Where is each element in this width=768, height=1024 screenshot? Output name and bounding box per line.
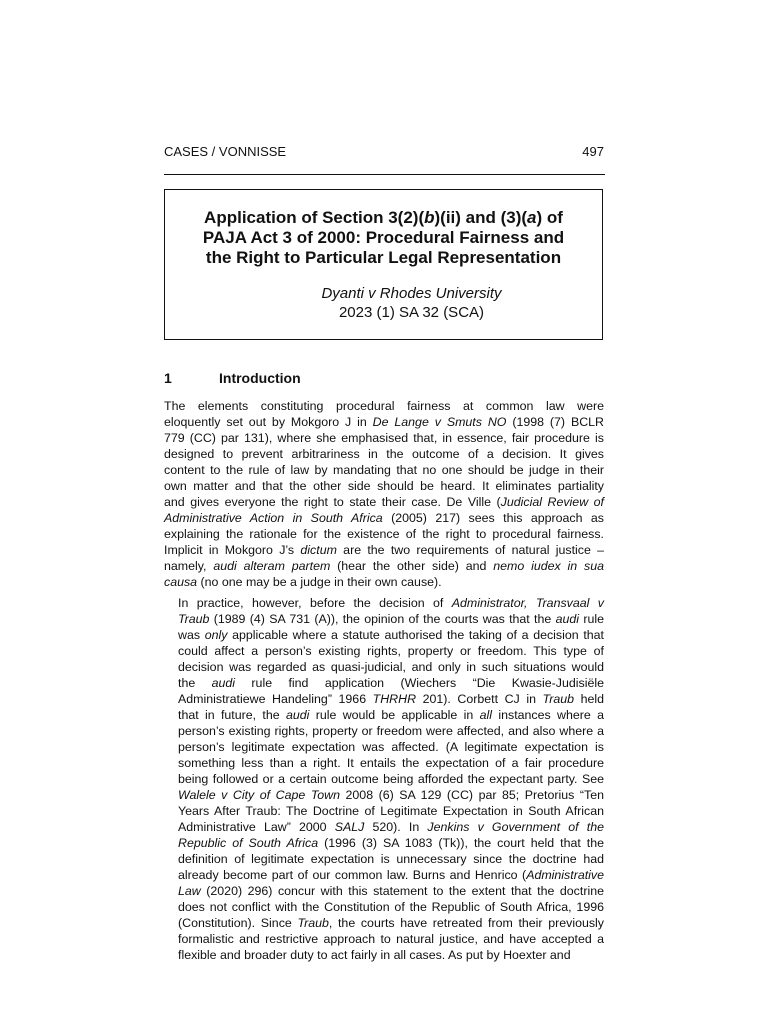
paragraph-2 <box>164 595 604 963</box>
text-line: Administratiewe Handeling” 1966 THRHR 201). Corbett CJ in Traub held <box>178 692 604 706</box>
text-line: causa (no one may be a judge in their own cause). <box>164 575 442 589</box>
text-line: flexible and broader duty to act fairly in all cases. As put by Hoexter and <box>178 948 571 962</box>
text-line: something less than a right. It entails the expectation of a fair procedure <box>178 756 604 770</box>
title-line-3: the Right to Particular Legal Representation <box>205 248 562 267</box>
text-line: own matter and that the other side should be heard. It eliminates partiality <box>164 479 604 493</box>
text-line: namely, audi alteram partem (hear the other side) and nemo iudex in sua <box>164 559 604 573</box>
body-text <box>164 398 604 968</box>
text-line: The elements constituting procedural fairness at common law were <box>164 399 604 413</box>
text-line: Traub (1989 (4) SA 731 (A)), the opinion of the courts was that the audi rule <box>178 612 604 626</box>
text-line: content to the rule of law by mandating that no one should be judge in their <box>164 463 604 477</box>
text-line: Republic of South Africa (1996 (3) SA 1083 (Tk)), the court held that the <box>178 836 605 850</box>
text-line: designed to prevent arbitrariness in the outcome of a decision. It gives <box>164 447 604 461</box>
text-line: that in future, the audi rule would be applicable in all instances where a <box>178 708 604 722</box>
case-citation-block <box>165 284 602 322</box>
text-line: person’s legitimate expectation was affected. (A legitimate expectation is <box>178 740 604 754</box>
header-rule <box>164 174 605 175</box>
text-line: does not conflict with the Constitution of the Republic of South Africa, 1996 <box>178 900 604 914</box>
text-line: the audi rule find application (Wiechers “Die Kwasie-Judisiële <box>178 676 604 690</box>
running-head-section: CASES / VONNISSE <box>164 144 287 159</box>
text-line: already become part of our common law. Burns and Henrico (Administrative <box>178 868 604 882</box>
page-number: 497 <box>582 144 604 159</box>
text-line: (Constitution). Since Traub, the courts have retreated from their previously <box>178 916 604 930</box>
text-line: was only applicable where a statute authorised the taking of a decision that <box>178 628 604 642</box>
text-line: Administrative Law” 2000 SALJ 520). In Jenkins v Government of the <box>178 820 604 834</box>
text-line: person’s existing rights, property or freedom were affected, and also where a <box>178 724 604 738</box>
title-line-1: Application of Section 3(2)(b)(ii) and (3)(a) of <box>204 208 563 227</box>
text-line: 779 (CC) par 131), where she emphasised that, in essence, fair procedure is <box>164 431 604 445</box>
text-line: and gives everyone the right to state their case. De Ville (Judicial Review of <box>164 495 604 509</box>
case-name: Dyanti v Rhodes University <box>321 285 502 302</box>
case-citation: 2023 (1) SA 32 (SCA) <box>338 304 485 321</box>
text-line: decision was regarded as quasi-judicial, and only in such situations would <box>178 660 604 674</box>
section-heading <box>164 369 301 387</box>
section-title: Introduction <box>219 370 301 386</box>
title-box <box>164 189 603 340</box>
text-line: Walele v City of Cape Town 2008 (6) SA 129 (CC) par 85; Pretorius “Ten <box>178 788 604 802</box>
text-line: Administrative Action in South Africa (2005) 217) sees this approach as <box>164 511 604 525</box>
text-line: could affect a person’s existing rights, property or freedom. This type of <box>178 644 604 658</box>
section-number: 1 <box>164 370 172 386</box>
text-line: Law (2020) 296) concur with this statement to the extent that the doctrine <box>178 884 604 898</box>
text-line: In practice, however, before the decision of Administrator, Transvaal v <box>178 596 604 610</box>
text-line: Years After Traub: The Doctrine of Legitimate Expectation in South African <box>178 804 604 818</box>
text-line: definition of legitimate expectation is unnecessary since the doctrine had <box>178 852 604 866</box>
text-line: Implicit in Mokgoro J’s dictum are the two requirements of natural justice – <box>164 543 605 557</box>
text-line: explaining the rationale for the existence of the right to procedural fairness. <box>164 527 604 541</box>
paragraph-1 <box>164 398 604 590</box>
article-title <box>173 208 594 268</box>
text-line: being followed or a certain outcome being afforded the expectant party. See <box>178 772 604 786</box>
title-line-2: PAJA Act 3 of 2000: Procedural Fairness and <box>202 228 565 247</box>
running-head <box>164 144 604 160</box>
text-line: formalistic and restrictive approach to natural justice, and have accepted a <box>178 932 604 946</box>
text-line: eloquently set out by Mokgoro J in De Lange v Smuts NO (1998 (7) BCLR <box>164 415 604 429</box>
